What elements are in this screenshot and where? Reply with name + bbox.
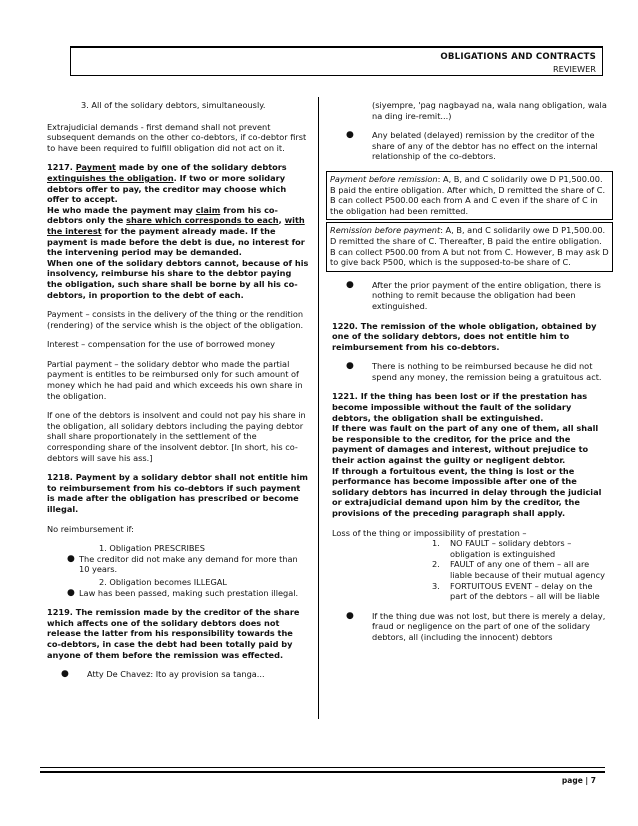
right-column	[332, 100, 607, 652]
loss-item-fortuitous	[432, 581, 607, 602]
a1217-mid1: made by one of the solidary debtors	[115, 162, 287, 173]
loss-list	[332, 538, 607, 602]
box2-text: : A, B, and C solidarily owe D P1,500.00. D remitted the share of C. Thereafter, B paid the entire obligation. B can collect P500.00 from A but not from C. However, B may ask D to give back P500, which is the supposed-to-be share of C.	[330, 225, 609, 268]
loss-item-number: 2.	[432, 559, 440, 570]
box1-text: : A, B, and C solidarily owe D P1,500.00. B paid the entire obligation. After which, D remitted the share of C. B can collect P500.00 each from A and C even if the share of C in the obligation had been remitted.	[330, 173, 606, 216]
bullet-thing-not-lost	[332, 611, 607, 643]
paragraph-extrajudicial: Extrajudicial demands - first demand shall not prevent subsequent demands on the other co-debtors, if co-debtor first to have been required to fulfill obligation did not act on it.	[47, 121, 307, 153]
list-item-3: 3. All of the solidary debtors, simultaneously.	[81, 100, 266, 110]
a1217-line2c: for the payment already made. If the payment is made before the debt is due, no interest for the intervening period may be demanded.	[47, 225, 305, 258]
article-1221	[332, 391, 607, 518]
loss-item-number: 1.	[432, 538, 440, 549]
article-1219: 1219. The remission made by the creditor of the share which affects one of the solidary debtors does not release the latter from his responsibility towards the co-debtors, in case the debt had been totally paid by anyone of them before the remission was effected.	[47, 607, 300, 660]
loss-item-no-fault	[432, 538, 607, 559]
no-reimbursement-heading: No reimbursement if:	[47, 523, 134, 534]
bullet-icon: ●	[346, 279, 354, 290]
loss-item-text: FAULT of any one of them – all are liable because of their mutual agency	[450, 559, 605, 580]
paragraph-insolvent: If one of the debtors is insolvent and could not pay his share in the obligation, all solidary debtors including the paying debtor shall share proportionately in the settlement of the corresponding share of the insolvent debtor. [In short, his co-debtors will save his ass.]	[47, 410, 306, 463]
paragraph-partial-payment: Partial payment – the solidary debtor who made the partial payment is entitles to be reimbursed only for such amount of money which he had paid and which exceeds his own share in the obligation.	[47, 358, 303, 401]
bullet-text: After the prior payment of the entire obligation, there is nothing to remit because the obligation had been extinguished.	[372, 279, 601, 311]
header-title: OBLIGATIONS AND CONTRACTS	[440, 52, 596, 62]
a1221-p1: 1221. If the thing has been lost or if the prestation has become impossible without the fault of the solidary debtors, the obligation shall be extinguished.	[332, 391, 588, 423]
bullet-text: If the thing due was not lost, but there is merely a delay, fraud or negligence on the part of one of the solidary debtors, all (including the innocent) debtors	[372, 610, 606, 642]
a1221-p2: If there was fault on the part of any one of them, all shall be responsible to the creditor, for the price and the payment of damages and interest, without prejudice to their action against the guilty or negligent debtor.	[332, 423, 599, 466]
bullet-icon: ●	[67, 553, 75, 564]
bullet-law-passed	[59, 588, 309, 599]
footer-rule	[40, 767, 605, 768]
a1217-payment: Payment	[75, 162, 116, 173]
header-box	[70, 46, 603, 76]
article-1220: 1220. The remission of the whole obligation, obtained by one of the solidary debtors, does not entitle him to reimbursement from his co-debtors.	[332, 320, 597, 352]
example-box-remission-before-payment	[326, 222, 613, 271]
bullet-text: The creditor did not make any demand for more than 10 years.	[79, 553, 298, 575]
a1217-line3: When one of the solidary debtors cannot, because of his insolvency, reimburse his share to the debtor paying the obligation, such share shall be borne by all his co-debtors, in proportion to the debt of each.	[47, 257, 309, 300]
loss-item-text: NO FAULT – solidary debtors – obligation is extinguished	[450, 538, 572, 559]
a1217-comma: ,	[278, 215, 285, 226]
article-1217	[47, 162, 309, 300]
a1217-pre: 1217.	[47, 162, 76, 173]
a1217-line2a: He who made the payment may	[47, 204, 196, 215]
continuation-text: (siyempre, 'pag nagbayad na, wala nang obligation, wala na ding ire-remit...)	[372, 100, 607, 121]
bullet-icon: ●	[346, 361, 354, 372]
bullet-belated-remission	[332, 130, 607, 162]
bullet-text: Atty De Chavez: Ito ay provision sa tanga...	[87, 669, 265, 680]
bullet-nothing-reimbursed	[332, 361, 607, 382]
a1217-claim: claim	[195, 204, 221, 215]
loss-intro: Loss of the thing or impossibility of prestation –	[332, 527, 527, 538]
a1217-line2b: from his co-debtors only the	[47, 204, 278, 226]
bullet-text: There is nothing to be reimbursed because he did not spend any money, the remission being a gratuitous act.	[372, 361, 602, 382]
bullet-icon: ●	[61, 669, 69, 680]
page-number: page | 7	[561, 776, 596, 785]
bullet-atty	[47, 669, 309, 680]
footer-rule-thick	[40, 771, 605, 773]
a1217-with: with the interest	[47, 215, 305, 236]
bullet-icon: ●	[346, 130, 354, 141]
bullet-no-demand	[59, 554, 309, 575]
paragraph-payment: Payment – consists in the delivery of the thing or the rendition (rendering) of the service whish is the object of the obligation.	[47, 309, 304, 330]
a1217-mid2: . If two or more solidary debtors offer to pay, the creditor may choose which offer to accept.	[47, 172, 287, 205]
box2-label: Remission before payment	[330, 225, 441, 236]
paragraph-interest: Interest – compensation for the use of borrowed money	[47, 339, 276, 350]
column-divider	[318, 97, 319, 719]
list-prescribes: 1. Obligation PRESCRIBES	[99, 543, 205, 554]
bullet-icon: ●	[346, 610, 354, 621]
list-illegal: 2. Obligation becomes ILLEGAL	[99, 576, 227, 587]
header-subtitle: REVIEWER	[552, 64, 596, 74]
bullet-text: Law has been passed, making such prestation illegal.	[79, 587, 299, 598]
article-1218: 1218. Payment by a solidary debtor shall not entitle him to reimbursement from his co-debtors if such payment is made after the obligation has prescribed or become illegal.	[47, 472, 308, 514]
loss-item-fault	[432, 559, 607, 580]
loss-item-number: 3.	[432, 580, 440, 591]
bullet-icon: ●	[67, 587, 75, 598]
no-reimbursement-list	[47, 543, 309, 598]
example-box-payment-before-remission	[326, 171, 613, 220]
bullet-text: Any belated (delayed) remission by the creditor of the share of any of the debtor has no effect on the internal relationship of the co-debtors.	[372, 130, 598, 162]
loss-item-text: FORTUITOUS EVENT – delay on the part of the debtors – all will be liable	[450, 580, 600, 602]
a1221-p3: If through a fortuitous event, the thing is lost or the performance has become impossible after one of the solidary debtors has incurred in delay through the judicial or extrajudicial demand upon him by the creditor, the provisions of the preceding paragraph shall apply.	[332, 465, 602, 518]
a1217-share: share which corresponds to each	[126, 215, 279, 226]
bullet-after-payment	[332, 280, 607, 312]
left-column	[47, 100, 309, 689]
a1217-extinguishes: extinguishes the obligation	[47, 172, 174, 183]
box1-label: Payment before remission	[330, 173, 438, 184]
